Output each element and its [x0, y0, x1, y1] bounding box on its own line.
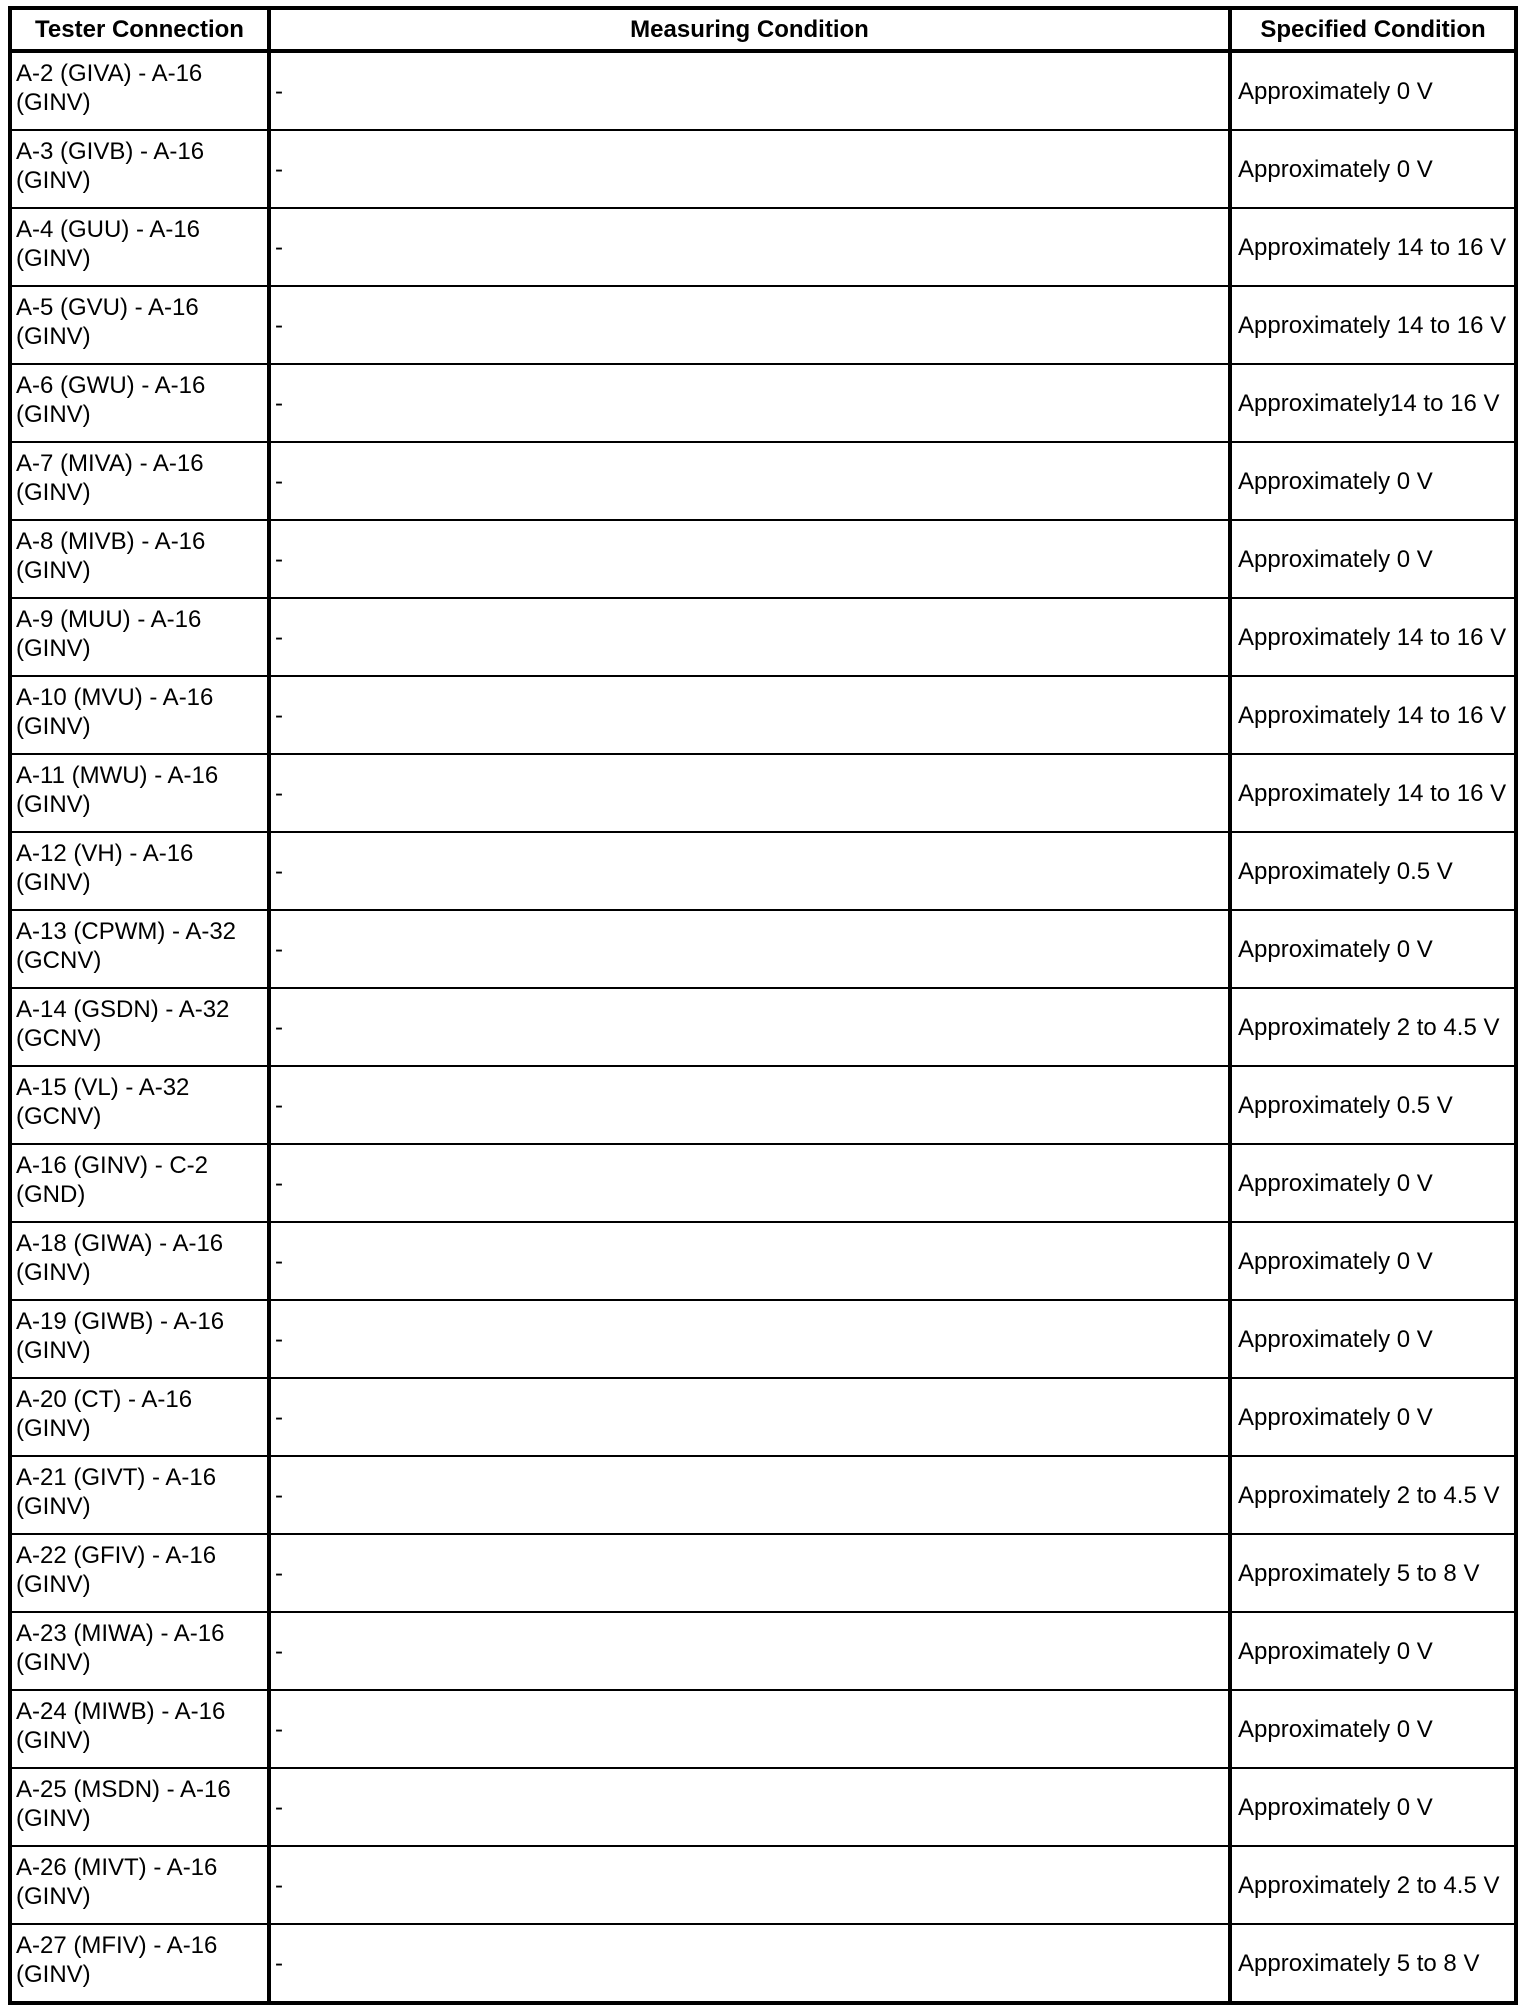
table-row — [10, 1144, 1516, 1222]
measuring-condition-cell: - — [269, 676, 1230, 754]
specified-condition-cell: Approximately14 to 16 V — [1230, 364, 1516, 442]
measuring-condition-cell: - — [269, 910, 1230, 988]
tester-connection-cell: A-16 (GINV) - C-2 (GND) — [10, 1144, 269, 1222]
measuring-condition-cell: - — [269, 988, 1230, 1066]
table-row — [10, 130, 1516, 208]
specified-condition-cell: Approximately 5 to 8 V — [1230, 1924, 1516, 2003]
tester-connection-cell: A-5 (GVU) - A-16 (GINV) — [10, 286, 269, 364]
specified-condition-cell: Approximately 5 to 8 V — [1230, 1534, 1516, 1612]
table-row — [10, 1378, 1516, 1456]
specified-condition-cell: Approximately 0 V — [1230, 1222, 1516, 1300]
tester-connection-cell: A-26 (MIVT) - A-16 (GINV) — [10, 1846, 269, 1924]
specified-condition-cell: Approximately 0 V — [1230, 130, 1516, 208]
tester-connection-cell: A-4 (GUU) - A-16 (GINV) — [10, 208, 269, 286]
table-row — [10, 1690, 1516, 1768]
specified-condition-cell: Approximately 0 V — [1230, 1378, 1516, 1456]
measuring-condition-cell: - — [269, 1066, 1230, 1144]
table-body — [10, 51, 1516, 2003]
specified-condition-cell: Approximately 14 to 16 V — [1230, 754, 1516, 832]
tester-connection-cell: A-14 (GSDN) - A-32 (GCNV) — [10, 988, 269, 1066]
measuring-condition-cell: - — [269, 1144, 1230, 1222]
tester-connection-cell: A-11 (MWU) - A-16 (GINV) — [10, 754, 269, 832]
table-row — [10, 1222, 1516, 1300]
specified-condition-cell: Approximately 0 V — [1230, 910, 1516, 988]
table-header — [10, 8, 1516, 51]
tester-connection-cell: A-22 (GFIV) - A-16 (GINV) — [10, 1534, 269, 1612]
measuring-condition-cell: - — [269, 442, 1230, 520]
measuring-condition-cell: - — [269, 208, 1230, 286]
tester-connection-cell: A-24 (MIWB) - A-16 (GINV) — [10, 1690, 269, 1768]
measuring-condition-cell: - — [269, 1612, 1230, 1690]
tester-connection-cell: A-20 (CT) - A-16 (GINV) — [10, 1378, 269, 1456]
measuring-condition-cell: - — [269, 364, 1230, 442]
table-row — [10, 676, 1516, 754]
tester-connection-cell: A-3 (GIVB) - A-16 (GINV) — [10, 130, 269, 208]
measuring-condition-cell: - — [269, 1456, 1230, 1534]
tester-connection-cell: A-6 (GWU) - A-16 (GINV) — [10, 364, 269, 442]
specified-condition-cell: Approximately 2 to 4.5 V — [1230, 988, 1516, 1066]
tester-connection-cell: A-21 (GIVT) - A-16 (GINV) — [10, 1456, 269, 1534]
tester-connection-cell: A-2 (GIVA) - A-16 (GINV) — [10, 51, 269, 130]
measuring-condition-cell: - — [269, 1768, 1230, 1846]
specified-condition-cell: Approximately 14 to 16 V — [1230, 286, 1516, 364]
measuring-condition-cell: - — [269, 1534, 1230, 1612]
tester-connection-cell: A-12 (VH) - A-16 (GINV) — [10, 832, 269, 910]
table-row — [10, 208, 1516, 286]
measuring-condition-cell: - — [269, 130, 1230, 208]
table-row — [10, 1456, 1516, 1534]
specified-condition-cell: Approximately 0 V — [1230, 51, 1516, 130]
table-row — [10, 1768, 1516, 1846]
measuring-condition-cell: - — [269, 1300, 1230, 1378]
table-row — [10, 1612, 1516, 1690]
table-row — [10, 910, 1516, 988]
measuring-condition-cell: - — [269, 832, 1230, 910]
tester-connection-cell: A-25 (MSDN) - A-16 (GINV) — [10, 1768, 269, 1846]
tester-connection-cell: A-8 (MIVB) - A-16 (GINV) — [10, 520, 269, 598]
specified-condition-cell: Approximately 0 V — [1230, 442, 1516, 520]
measuring-condition-cell: - — [269, 754, 1230, 832]
measuring-condition-cell: - — [269, 520, 1230, 598]
measuring-condition-cell: - — [269, 598, 1230, 676]
specified-condition-cell: Approximately 0 V — [1230, 1768, 1516, 1846]
table-row — [10, 520, 1516, 598]
measuring-condition-cell: - — [269, 51, 1230, 130]
table-row — [10, 832, 1516, 910]
table-row — [10, 598, 1516, 676]
specified-condition-cell: Approximately 14 to 16 V — [1230, 208, 1516, 286]
measuring-condition-cell: - — [269, 1690, 1230, 1768]
specified-condition-cell: Approximately 0.5 V — [1230, 832, 1516, 910]
specified-condition-cell: Approximately 0 V — [1230, 520, 1516, 598]
table-row — [10, 286, 1516, 364]
table-row — [10, 51, 1516, 130]
tester-connection-cell: A-18 (GIWA) - A-16 (GINV) — [10, 1222, 269, 1300]
inspection-table-wrapper — [8, 6, 1514, 2005]
specified-condition-cell: Approximately 0 V — [1230, 1144, 1516, 1222]
header-tester-connection: Tester Connection — [10, 8, 269, 51]
specified-condition-cell: Approximately 2 to 4.5 V — [1230, 1456, 1516, 1534]
tester-connection-cell: A-7 (MIVA) - A-16 (GINV) — [10, 442, 269, 520]
table-row — [10, 754, 1516, 832]
tester-connection-cell: A-23 (MIWA) - A-16 (GINV) — [10, 1612, 269, 1690]
table-row — [10, 988, 1516, 1066]
tester-connection-cell: A-19 (GIWB) - A-16 (GINV) — [10, 1300, 269, 1378]
tester-connection-cell: A-9 (MUU) - A-16 (GINV) — [10, 598, 269, 676]
table-row — [10, 1846, 1516, 1924]
header-specified-condition: Specified Condition — [1230, 8, 1516, 51]
table-row — [10, 1066, 1516, 1144]
specified-condition-cell: Approximately 0 V — [1230, 1690, 1516, 1768]
measuring-condition-cell: - — [269, 1924, 1230, 2003]
measuring-condition-cell: - — [269, 1378, 1230, 1456]
measuring-condition-cell: - — [269, 1222, 1230, 1300]
header-measuring-condition: Measuring Condition — [269, 8, 1230, 51]
measuring-condition-cell: - — [269, 286, 1230, 364]
specified-condition-cell: Approximately 14 to 16 V — [1230, 598, 1516, 676]
table-row — [10, 1300, 1516, 1378]
table-row — [10, 1924, 1516, 2003]
specified-condition-cell: Approximately 14 to 16 V — [1230, 676, 1516, 754]
tester-connection-cell: A-10 (MVU) - A-16 (GINV) — [10, 676, 269, 754]
table-row — [10, 1534, 1516, 1612]
table-row — [10, 364, 1516, 442]
header-row — [10, 8, 1516, 51]
specified-condition-cell: Approximately 0 V — [1230, 1300, 1516, 1378]
tester-connection-cell: A-27 (MFIV) - A-16 (GINV) — [10, 1924, 269, 2003]
inspection-table — [8, 6, 1518, 2005]
specified-condition-cell: Approximately 0.5 V — [1230, 1066, 1516, 1144]
table-row — [10, 442, 1516, 520]
tester-connection-cell: A-15 (VL) - A-32 (GCNV) — [10, 1066, 269, 1144]
specified-condition-cell: Approximately 2 to 4.5 V — [1230, 1846, 1516, 1924]
measuring-condition-cell: - — [269, 1846, 1230, 1924]
tester-connection-cell: A-13 (CPWM) - A-32 (GCNV) — [10, 910, 269, 988]
specified-condition-cell: Approximately 0 V — [1230, 1612, 1516, 1690]
